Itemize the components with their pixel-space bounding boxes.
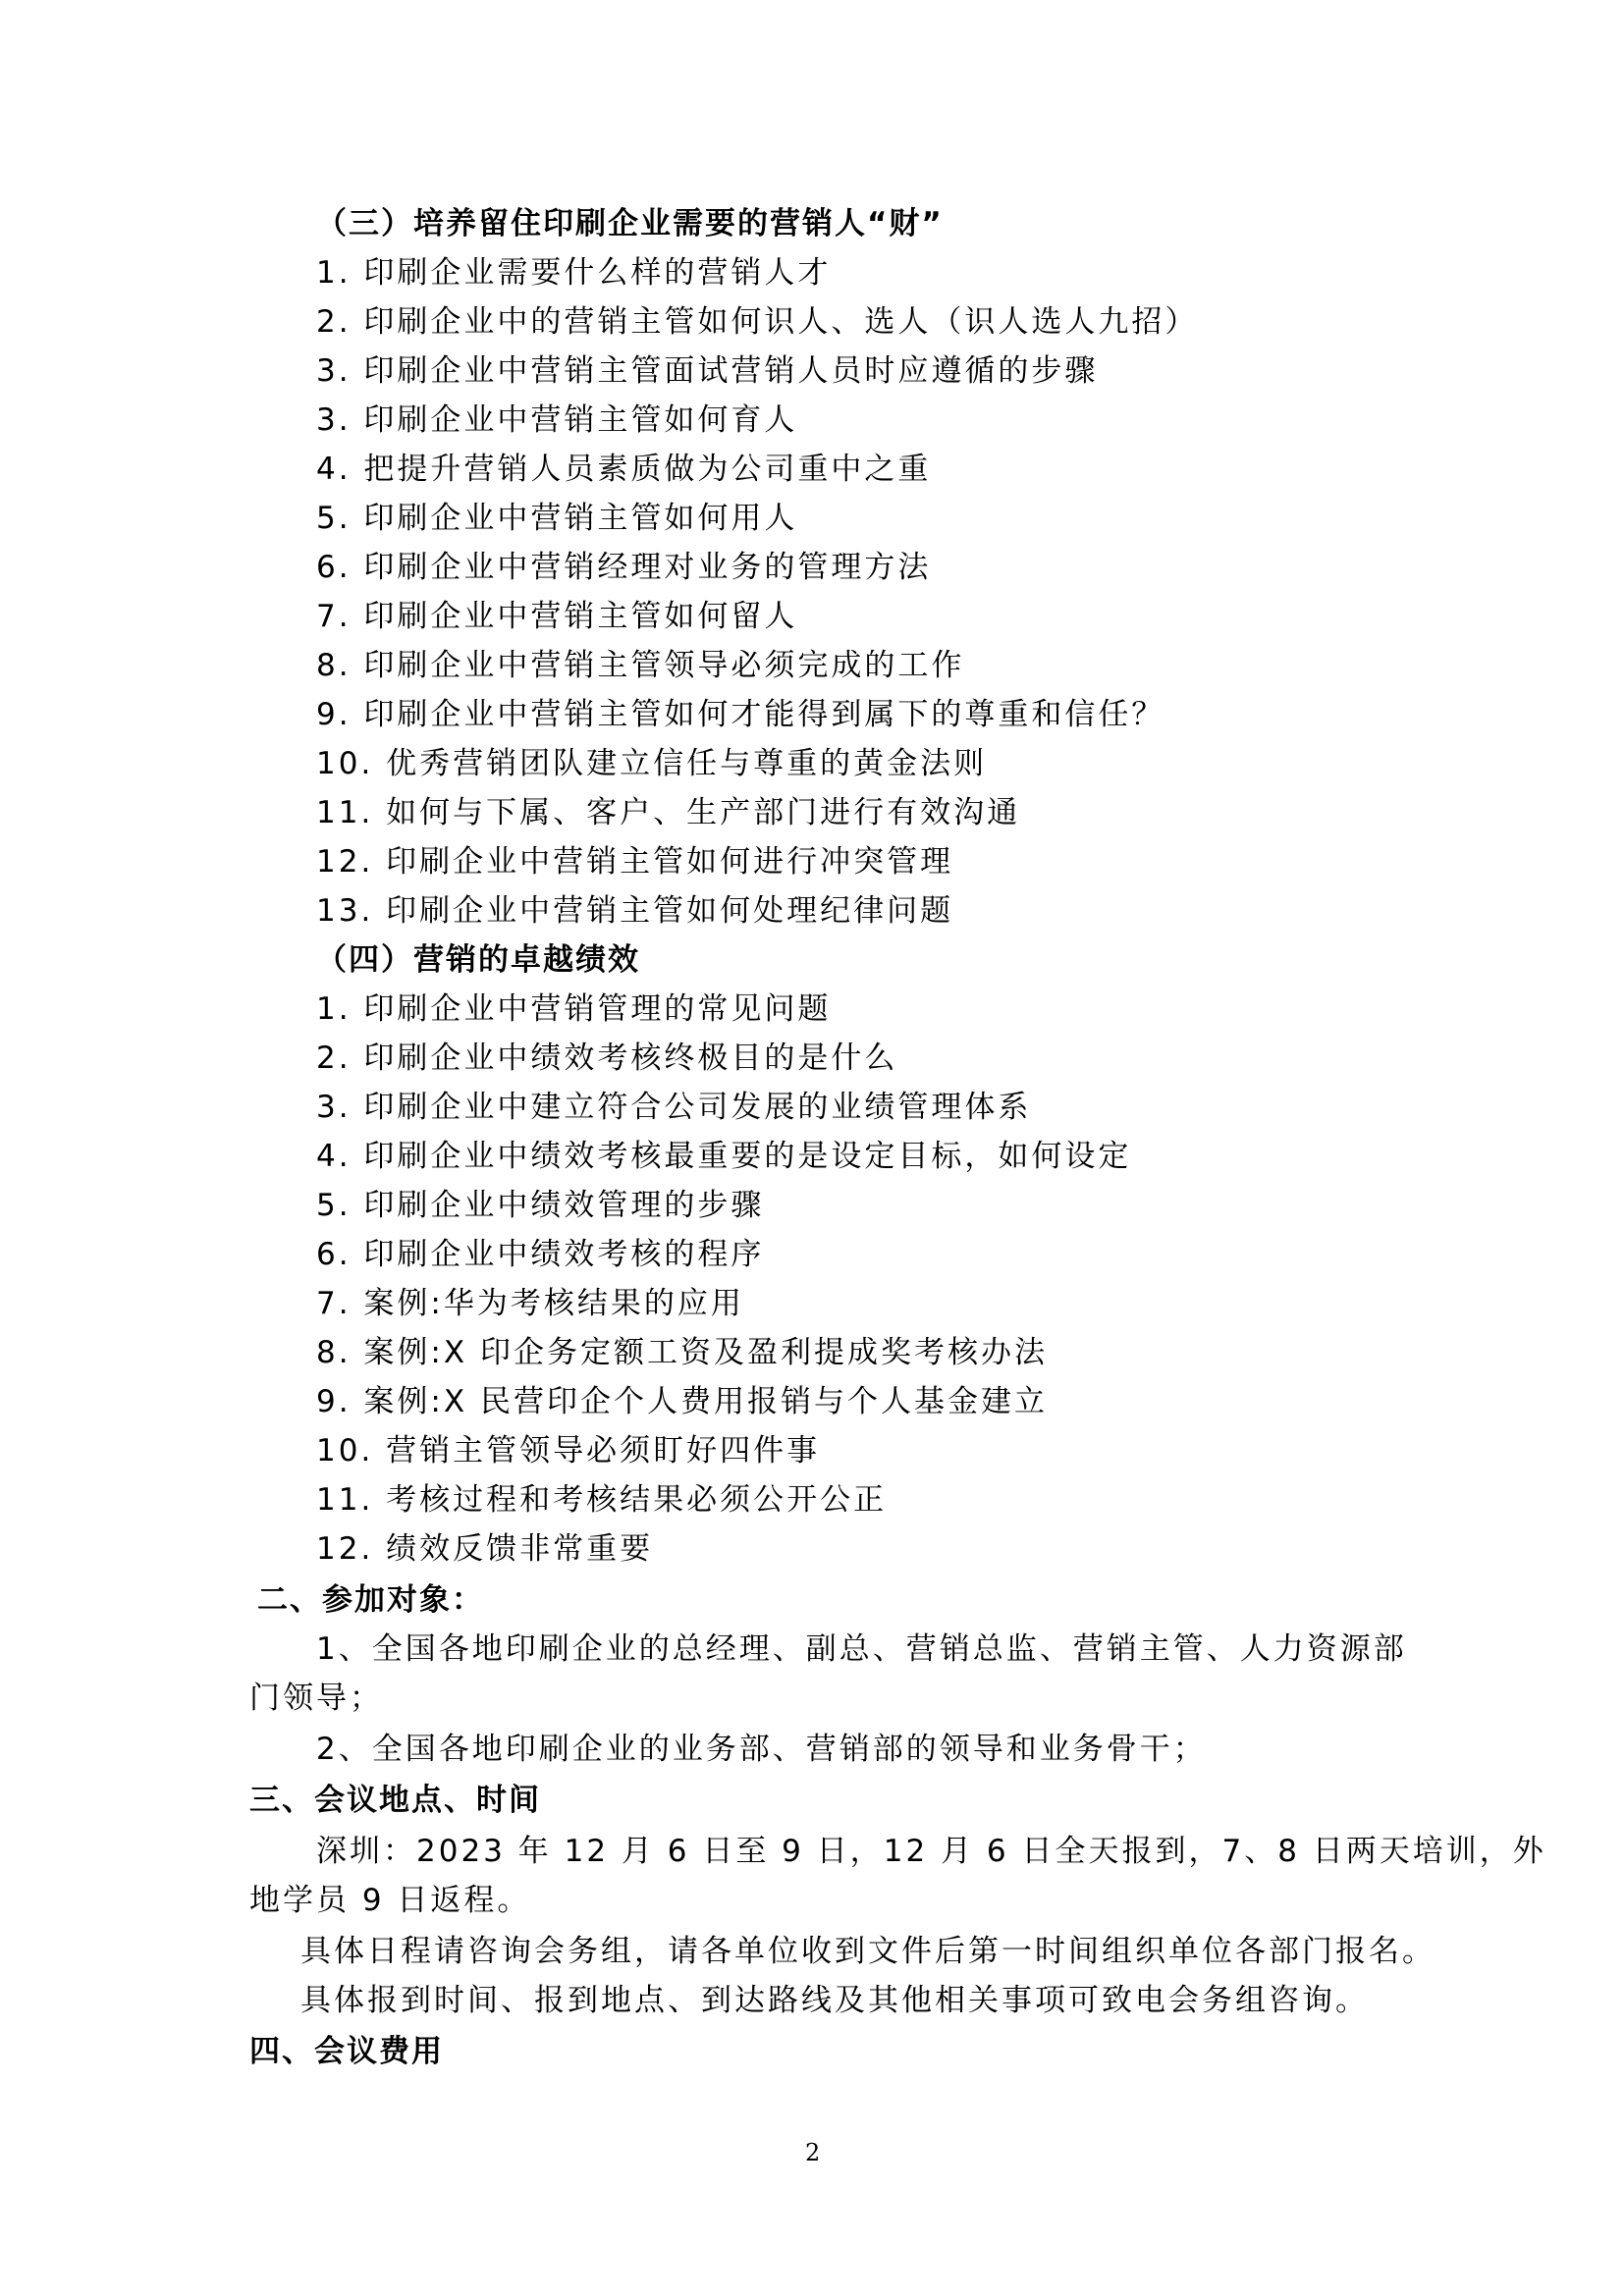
list-item: 7. 案例:华为考核结果的应用 — [316, 1286, 744, 1321]
list-item: 4. 印刷企业中绩效考核最重要的是设定目标，如何设定 — [316, 1139, 1132, 1174]
participants-item-2: 2、全国各地印刷企业的业务部、营销部的领导和业务骨干； — [316, 1732, 1207, 1767]
venue-contact-note: 具体报到时间、报到地点、到达路线及其他相关事项可致电会务组咨询。 — [300, 1983, 1369, 2018]
list-item: 6. 印刷企业中营销经理对业务的管理方法 — [316, 550, 932, 585]
list-item: 6. 印刷企业中绩效考核的程序 — [316, 1237, 765, 1272]
list-item: 1. 印刷企业中营销管理的常见问题 — [316, 991, 832, 1027]
list-item: 8. 案例:X 印企务定额工资及盈利提成奖考核办法 — [316, 1335, 1048, 1370]
list-item: 13. 印刷企业中营销主管如何处理纪律问题 — [316, 893, 954, 929]
participants-heading: 二、参加对象： — [257, 1582, 484, 1618]
list-item: 4. 把提升营销人员素质做为公司重中之重 — [316, 452, 932, 487]
participants-item-1: 1、全国各地印刷企业的总经理、副总、营销总监、营销主管、人力资源部 — [316, 1631, 1407, 1667]
list-item: 10. 营销主管领导必须盯好四件事 — [316, 1433, 821, 1468]
list-item: 7. 印刷企业中营销主管如何留人 — [316, 599, 798, 634]
list-item: 3. 印刷企业中营销主管面试营销人员时应遵循的步骤 — [316, 353, 1099, 389]
list-item: 2. 印刷企业中的营销主管如何识人、选人（识人选人九招） — [316, 304, 1199, 340]
list-item: 12. 印刷企业中营销主管如何进行冲突管理 — [316, 844, 954, 880]
list-item: 11. 如何与下属、客户、生产部门进行有效沟通 — [316, 795, 1021, 830]
list-item: 10. 优秀营销团队建立信任与尊重的黄金法则 — [316, 746, 988, 781]
list-item: 11. 考核过程和考核结果必须公开公正 — [316, 1482, 888, 1518]
venue-schedule-note: 具体日程请咨询会务组，请各单位收到文件后第一时间组织单位各部门报名。 — [300, 1934, 1435, 1969]
list-item: 9. 案例:X 民营印企个人费用报销与个人基金建立 — [316, 1384, 1048, 1419]
list-item: 3. 印刷企业中建立符合公司发展的业绩管理体系 — [316, 1090, 1032, 1125]
list-item: 5. 印刷企业中营销主管如何用人 — [316, 501, 798, 536]
participants-item-1-continued: 门领导； — [249, 1681, 383, 1716]
venue-paragraph-line-1: 深圳：2023 年 12 月 6 日至 9 日，12 月 6 日全天报到，7、8 日两天培训，外 — [316, 1834, 1546, 1869]
list-item: 9. 印刷企业中营销主管如何才能得到属下的尊重和信任？ — [316, 697, 1165, 732]
list-item: 3. 印刷企业中营销主管如何育人 — [316, 402, 798, 438]
list-item: 2. 印刷企业中绩效考核终极目的是什么 — [316, 1041, 898, 1076]
list-item: 8. 印刷企业中营销主管领导必须完成的工作 — [316, 648, 965, 683]
list-item: 12. 绩效反馈非常重要 — [316, 1531, 654, 1567]
section-four-title: （四）营销的卓越绩效 — [316, 942, 640, 978]
list-item: 1. 印刷企业需要什么样的营销人才 — [316, 255, 832, 291]
fees-heading: 四、会议费用 — [249, 2034, 444, 2069]
list-item: 5. 印刷企业中绩效管理的步骤 — [316, 1188, 765, 1223]
page-number: 2 — [805, 2139, 821, 2166]
section-three-title: （三）培养留住印刷企业需要的营销人“财” — [316, 206, 944, 241]
venue-paragraph-line-2: 地学员 9 日返程。 — [249, 1883, 531, 1918]
venue-heading: 三、会议地点、时间 — [249, 1783, 541, 1818]
